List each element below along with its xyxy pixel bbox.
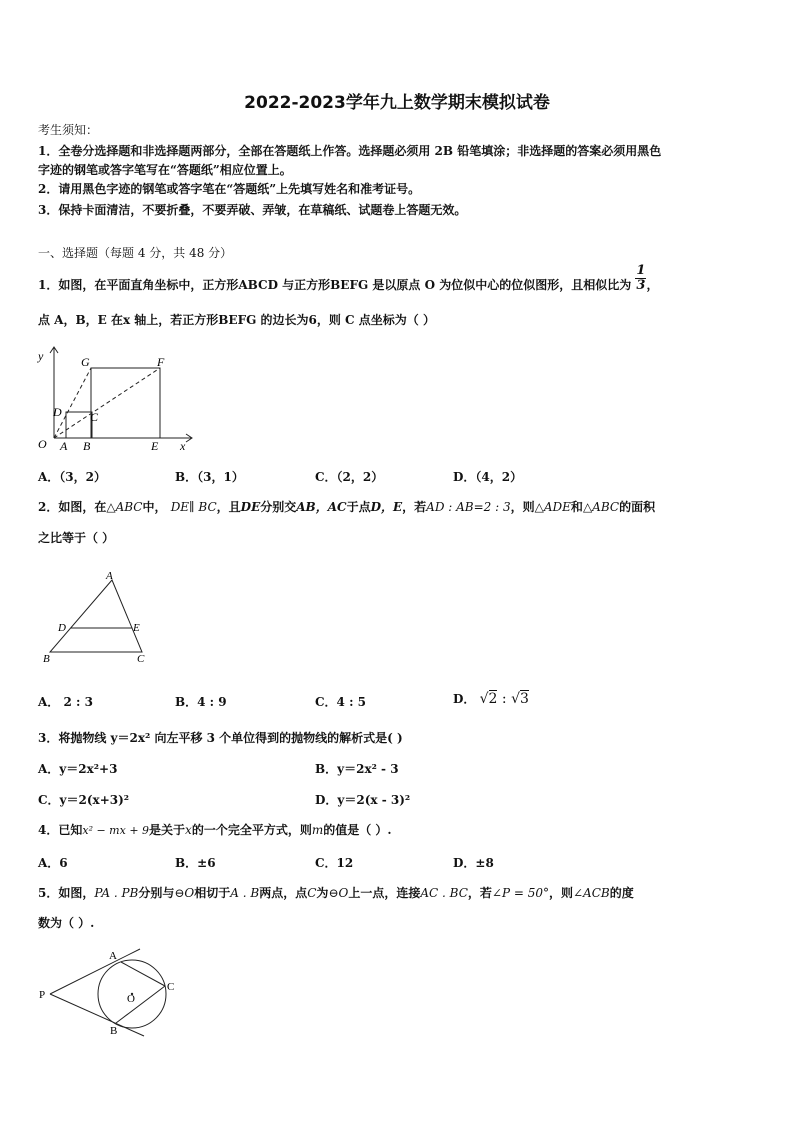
question-text: ，则: [510, 500, 535, 514]
axis-label-x: x: [180, 439, 186, 453]
math-expr: AD : AB=2 : 3: [426, 500, 511, 514]
question-1-stem-line2: 点 A，B，E 在x 轴上，若正方形BEFG 的边长为6，则 C 点坐标为（ ）: [38, 313, 435, 327]
fraction-numerator: 1: [636, 263, 646, 278]
option-b[interactable]: B．±6: [175, 856, 216, 870]
notice-heading: 考生须知：: [38, 123, 99, 137]
option-d[interactable]: D．y＝2(x - 3)²: [315, 793, 411, 807]
point-label-D: D: [58, 622, 66, 634]
option-c[interactable]: C．（2，2）: [315, 470, 384, 484]
point-label-A: A: [109, 950, 117, 962]
question-text: 和: [570, 500, 583, 514]
option-d[interactable]: D． √2 : √3: [453, 691, 529, 707]
math-expr: ⊖O: [328, 886, 349, 900]
point-label-B: B: [83, 439, 91, 453]
question-3-stem: 3．将抛物线 y＝2x² 向左平移 3 个单位得到的抛物线的解析式是( ): [38, 731, 403, 745]
question-2-figure: [38, 568, 158, 668]
point-label-P: P: [39, 989, 46, 1001]
point-label-B: B: [110, 1025, 118, 1037]
math-expr: C: [307, 886, 317, 900]
math-expr: DE∥ BC: [170, 500, 217, 514]
question-text: ，: [646, 278, 659, 292]
math-expr: AC . BC: [420, 886, 468, 900]
option-d[interactable]: D．±8: [453, 856, 494, 870]
option-b[interactable]: B．（3，1）: [175, 470, 244, 484]
option-b[interactable]: B．4 : 9: [175, 695, 227, 709]
option-b[interactable]: B．y＝2x² - 3: [315, 762, 399, 776]
math-expr: x: [185, 823, 192, 837]
question-text: 的面积: [619, 500, 656, 514]
question-text: 是关于: [149, 823, 186, 837]
math-expr: △ADE: [534, 500, 571, 514]
math-expr: ∠P = 50°: [491, 886, 549, 900]
option-a[interactable]: A．（3，2）: [38, 470, 107, 484]
math-expr: △ABC: [106, 500, 143, 514]
question-5-stem: [38, 885, 634, 901]
section-heading: 一、选择题（每题 4 分，共 48 分）: [38, 246, 233, 260]
math-expr: m: [311, 823, 324, 837]
question-text: ，且: [216, 500, 241, 514]
option-c[interactable]: C．12: [315, 856, 354, 870]
option-c[interactable]: C．y＝2(x+3)²: [38, 793, 130, 807]
point-label-B: B: [43, 653, 50, 665]
point-label-A: A: [60, 439, 68, 453]
option-label: D．: [453, 692, 476, 706]
math-expr: x² − mx + 9: [82, 824, 150, 837]
question-text: 4．已知: [38, 823, 83, 837]
ratio-separator: :: [497, 691, 512, 707]
page-title: 2022-2023学年九上数学期末模拟试卷: [244, 93, 550, 113]
axis-label-y: y: [38, 349, 44, 363]
question-text: 2．如图，在: [38, 500, 107, 514]
question-text: 的度: [609, 886, 634, 900]
point-label-D: D: [53, 405, 62, 419]
question-text: ，若: [467, 886, 492, 900]
point-label-A: A: [106, 570, 113, 582]
question-text: 为: [316, 886, 329, 900]
question-text: 1．如图，在平面直角坐标中，正方形ABCD 与正方形BEFG 是以原点 O 为位似中心的位似图形，且相似比为: [38, 278, 632, 292]
option-a[interactable]: A．y＝2x²+3: [38, 762, 118, 776]
math-expr: △ABC: [582, 500, 620, 514]
math-expr: PA . PB: [94, 886, 139, 900]
sqrt-radicand: 2: [488, 691, 498, 707]
question-text: 分别与: [138, 886, 175, 900]
question-text: 上一点，连接: [348, 886, 421, 900]
math-expr: AB，AC: [296, 500, 347, 514]
question-1-stem: [38, 263, 659, 293]
question-text: 相切于: [194, 886, 231, 900]
point-label-G: G: [81, 355, 90, 369]
question-5-stem-line2: 数为（ ）.: [38, 916, 95, 930]
point-label-F: F: [157, 355, 165, 369]
option-d[interactable]: D．（4，2）: [453, 470, 523, 484]
option-a[interactable]: A．6: [38, 856, 68, 870]
notice-item: 2．请用黑色字迹的钢笔或答字笔在“答题纸”上先填写姓名和准考证号。: [38, 182, 421, 196]
math-expr: A . B: [230, 886, 260, 900]
notice-item: 1．全卷分选择题和非选择题两部分，全部在答题纸上作答。选择题必须用 2B 铅笔填涂；非选择题的答案必须用黑色: [38, 144, 662, 158]
question-text: ，则: [548, 886, 573, 900]
question-text: 的值是（ ）.: [323, 823, 392, 837]
point-label-E: E: [151, 439, 159, 453]
point-label-O: O: [127, 993, 135, 1005]
math-expr: D，E: [370, 500, 403, 514]
point-label-C: C: [167, 981, 175, 993]
question-text: 5．如图，: [38, 886, 95, 900]
question-text: 的一个完全平方式，则: [191, 823, 312, 837]
question-5-figure: [36, 944, 186, 1039]
fraction: [635, 264, 646, 293]
notice-item: 3．保持卡面清洁，不要折叠，不要弄破、弄皱，在草稿纸、试题卷上答题无效。: [38, 203, 467, 217]
question-text: ，若: [402, 500, 427, 514]
math-expr: ⊖O: [174, 886, 195, 900]
point-label-C: C: [90, 410, 99, 424]
question-text: 中，: [142, 500, 167, 514]
sqrt-radicand: 3: [520, 691, 529, 707]
question-2-stem: [38, 499, 655, 515]
question-4-stem: [38, 822, 392, 839]
question-1-figure: [34, 344, 194, 454]
question-2-stem-line2: 之比等于（ ）: [38, 531, 115, 545]
option-a[interactable]: A． 2 : 3: [38, 695, 93, 709]
point-label-O: O: [38, 437, 47, 451]
option-c[interactable]: C．4 : 5: [315, 695, 367, 709]
fraction-denominator: 3: [636, 278, 646, 293]
math-expr: ∠ACB: [573, 886, 610, 900]
point-label-C: C: [137, 653, 145, 665]
question-text: 两点，点: [259, 886, 308, 900]
point-label-E: E: [133, 622, 140, 634]
question-text: 于点: [346, 500, 371, 514]
question-text: 分别交: [260, 500, 297, 514]
math-expr: DE: [240, 500, 261, 514]
notice-item: 字迹的钢笔或答字笔写在“答题纸”相应位置上。: [38, 163, 292, 177]
